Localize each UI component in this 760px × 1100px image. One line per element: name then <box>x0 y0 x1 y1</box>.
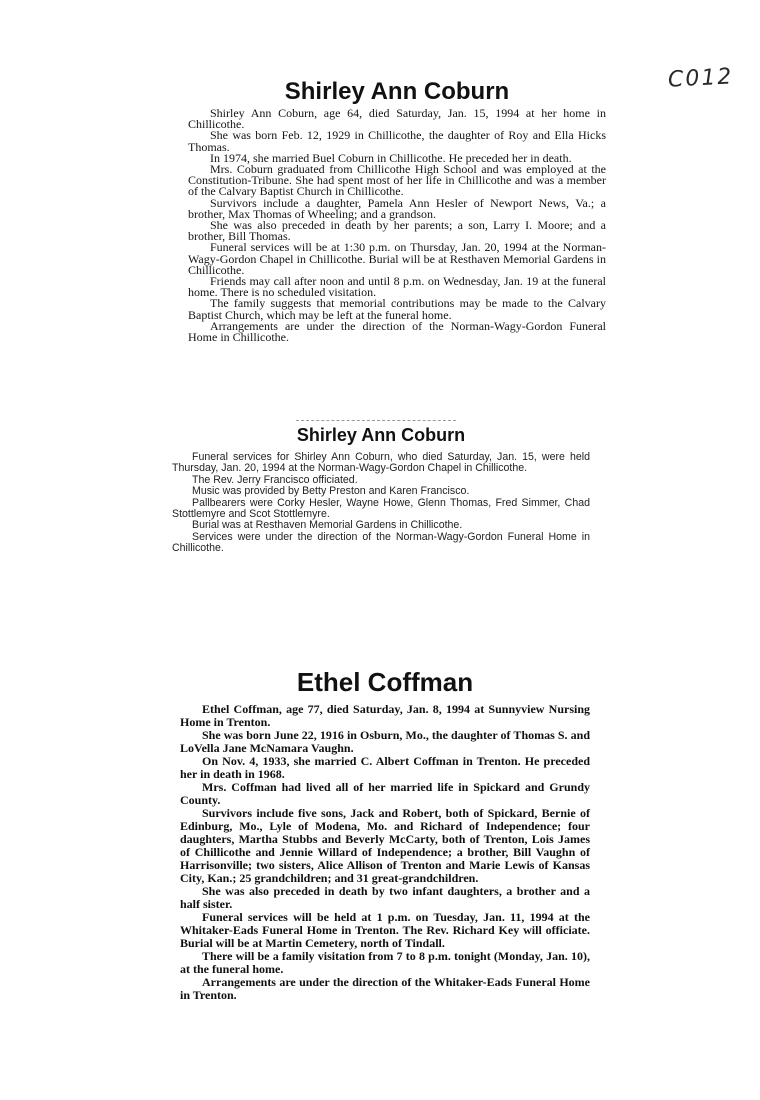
obituary-paragraph: She was also preceded in death by two infant daughters, a brother and a half sister. <box>180 884 590 911</box>
notice-paragraph: Funeral services for Shirley Ann Coburn, who died Saturday, Jan. 15, were held Thursday, Jan. 20, 1994 at the Norman-Wagy-Gordon Chapel in Chillicothe. <box>172 451 590 475</box>
obituary-title: Shirley Ann Coburn <box>284 78 510 105</box>
notice-paragraph: The Rev. Jerry Francisco officiated. <box>192 473 358 486</box>
obituary-paragraph: She was born Feb. 12, 1929 in Chillicothe, the daughter of Roy and Ella Hicks Thomas. <box>188 128 606 154</box>
obituary-paragraph: She was born June 22, 1916 in Osburn, Mo., the daughter of Thomas S. and LoVella Jane McNamara Vaughn. <box>180 728 590 755</box>
funeral-notice-shirley-ann-coburn <box>172 424 590 555</box>
obituary-ethel-coffman <box>180 667 590 1002</box>
obituary-paragraph: On Nov. 4, 1933, she married C. Albert Coffman in Trenton. He preceded her in death in 1968. <box>180 754 590 781</box>
obituary-paragraph: In 1974, she married Buel Coburn in Chillicothe. He preceded her in death. <box>210 150 572 165</box>
section-divider <box>296 420 456 421</box>
obituary-paragraph: There will be a family visitation from 7 to 8 p.m. tonight (Monday, Jan. 10), at the funeral home. <box>180 949 590 976</box>
obituary-paragraph: Arrangements are under the direction of the Norman-Wagy-Gordon Funeral Home in Chillicothe. <box>188 318 606 345</box>
handwritten-document-label: C012 <box>667 64 734 93</box>
obituary-paragraph: Friends may call after noon and until 8 p.m. on Wednesday, Jan. 19 at the funeral home. There is no scheduled visitation. <box>188 274 606 300</box>
obituary-paragraph: She was also preceded in death by her parents; a son, Larry I. Moore; and a brother, Bill Thomas. <box>188 218 606 244</box>
obituary-paragraph: The family suggests that memorial contributions may be made to the Calvary Baptist Church, which may be left at the funeral home. <box>188 296 606 322</box>
obituary-paragraph: Ethel Coffman, age 77, died Saturday, Jan. 8, 1994 at Sunnyview Nursing Home in Trenton. <box>180 702 590 729</box>
obituary-title: Ethel Coffman <box>296 667 474 697</box>
notice-paragraph: Pallbearers were Corky Hesler, Wayne Howe, Glenn Thomas, Fred Simmer, Chad Stottlemyre and Scot Stottlemyre. <box>172 496 590 521</box>
notice-paragraph: Burial was at Resthaven Memorial Gardens in Chillicothe. <box>192 519 463 532</box>
obituary-paragraph: Mrs. Coffman had lived all of her married life in Spickard and Grundy County. <box>180 780 590 807</box>
obituary-paragraph: Arrangements are under the direction of the Whitaker-Eads Funeral Home in Trenton. <box>180 975 590 1002</box>
obituary-paragraph: Shirley Ann Coburn, age 64, died Saturday, Jan. 15, 1994 at her home in Chillicothe. <box>188 106 606 132</box>
notice-title: Shirley Ann Coburn <box>296 425 466 445</box>
notice-paragraph: Music was provided by Betty Preston and Karen Francisco. <box>192 485 470 498</box>
notice-paragraph: Services were under the direction of the Norman-Wagy-Gordon Funeral Home in Chillicothe. <box>172 530 590 555</box>
obituary-paragraph: Funeral services will be held at 1 p.m. on Tuesday, Jan. 11, 1994 at the Whitaker-Eads Funeral Home in Trenton. The Rev. Richard Key will officiate. Burial will be at Martin Cemetery, north of Tindall. <box>180 910 590 950</box>
obituary-paragraph: Survivors include a daughter, Pamela Ann Hesler of Newport News, Va.; a brother, Max Thomas of Wheeling; and a grandson. <box>188 195 606 221</box>
obituary-shirley-ann-coburn <box>188 78 606 343</box>
obituary-paragraph: Funeral services will be at 1:30 p.m. on Thursday, Jan. 20, 1994 at the Norman-Wagy-Gordon Chapel in Chillicothe. Burial will be at Resthaven Memorial Gardens in Chillicothe. <box>188 240 606 277</box>
obituary-paragraph: Survivors include five sons, Jack and Robert, both of Spickard, Bernie of Edinburg, Mo., Lyle of Modena, Mo. and Richard of Independence; four daughters, Martha Stubbs and Beverly McCarty, both of Trenton, Lois James of Chillicothe and Jennie Willard of Independence; a brother, Bill Vaughn of Harrisonville; two sisters, Alice Allison of Trenton and Marie Lewis of Kansas City, Kan.; 25 grandchildren; and 31 great-grandchildren. <box>180 806 590 885</box>
obituary-paragraph: Mrs. Coburn graduated from Chillicothe High School and was employed at the Constitution-Tribune. She had spent most of her life in Chillicothe and was a member of the Calvary Baptist Church in Chillicothe. <box>188 162 606 199</box>
